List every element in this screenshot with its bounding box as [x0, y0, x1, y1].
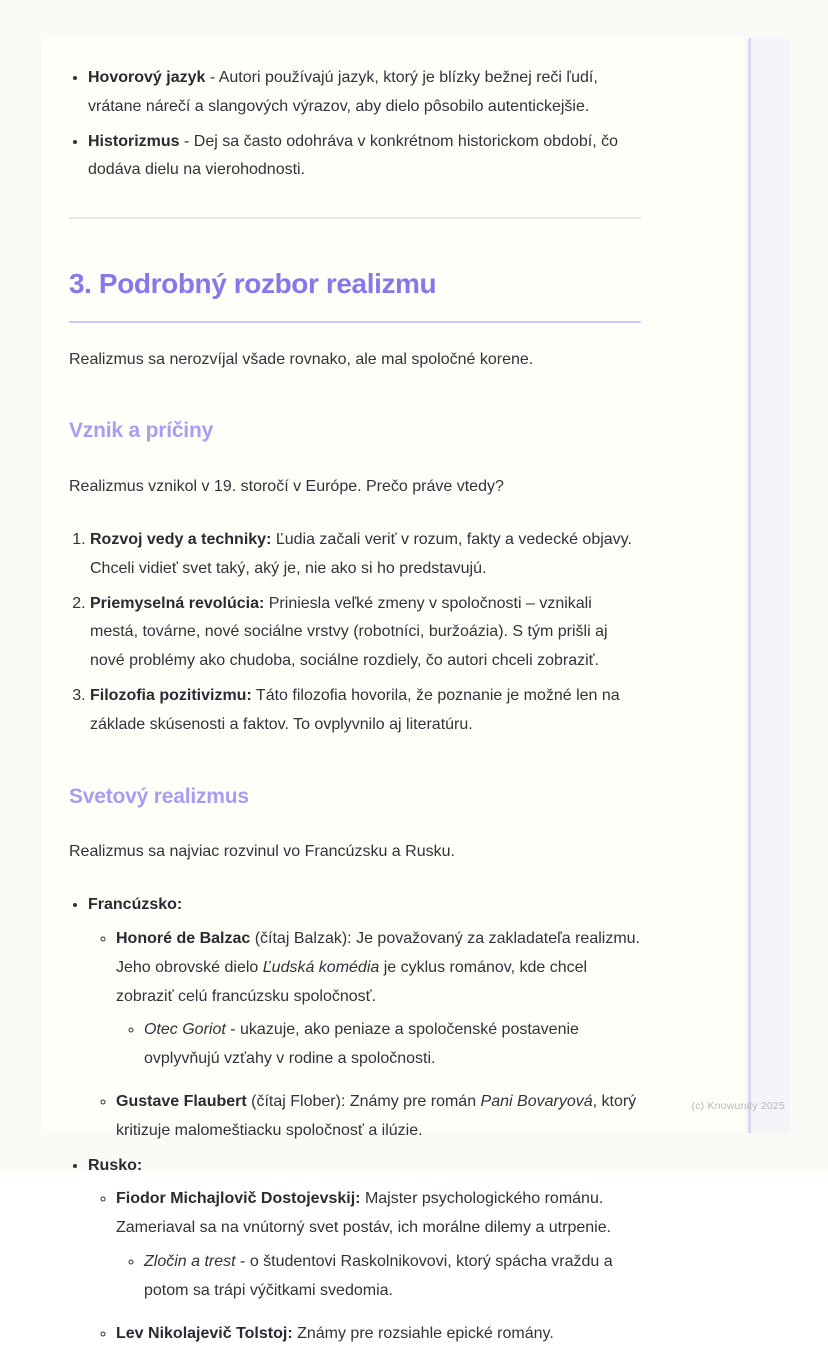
text-run: Realizmus sa najviac rozvinul vo Francúzsku a Rusku. — [69, 843, 455, 860]
list-item — [116, 1088, 641, 1146]
text-run: Gustave Flaubert — [116, 1093, 247, 1110]
text-run: - o študentovi Raskolnikovovi, ktorý spácha vraždu a potom sa trápi výčitkami svedomia. — [144, 1253, 613, 1299]
text-run: Fiodor Michajlovič Dostojevskij: — [116, 1190, 361, 1207]
watermark: (c) Knowunity 2025 — [692, 1100, 785, 1112]
list-item — [116, 1320, 641, 1348]
document-content — [69, 40, 641, 1348]
subsection-heading: Svetový realizmus — [69, 778, 641, 816]
text-run: Známy pre rozsiahle epické romány. — [293, 1325, 554, 1342]
list — [88, 1185, 641, 1348]
list — [88, 925, 641, 1146]
text-run: Priniesla veľké zmeny v spoločnosti – vznikali mestá, továrne, nové sociálne vrstvy (robotníci, buržoázia). S tým prišli aj nové problémy ako chudoba, sociálne rozdiely, čo autori chceli zobraziť. — [90, 595, 608, 670]
text-run: (čítaj Balzak): Je považovaný za zakladateľa realizmu. Jeho obrovské dielo — [116, 930, 640, 976]
list-item — [88, 1152, 641, 1348]
section-heading-block — [69, 259, 641, 322]
paragraph — [69, 346, 641, 375]
list-item — [88, 128, 641, 186]
list — [116, 1016, 641, 1074]
subsection-heading: Vznik a príčiny — [69, 412, 641, 450]
list — [116, 1248, 641, 1306]
list-item — [90, 526, 641, 584]
list — [69, 891, 641, 1348]
list-item — [144, 1016, 641, 1074]
list — [69, 64, 641, 185]
text-run: Otec Goriot — [144, 1021, 226, 1038]
text-run: Rozvoj vedy a techniky: — [90, 531, 271, 548]
text-run: - Autori používajú jazyk, ktorý je blízky bežnej reči ľudí, vrátane nárečí a slangových výrazov, aby dielo pôsobilo autentickejšie. — [88, 69, 598, 115]
list-item — [88, 891, 641, 1145]
text-run: Táto filozofia hovorila, že poznanie je možné len na základe skúsenosti a faktov. To ovplyvnilo aj literatúru. — [90, 687, 620, 733]
text-run: Historizmus — [88, 133, 180, 150]
text-run: Ľudská komédia — [263, 959, 380, 976]
divider — [69, 217, 641, 219]
list-item — [88, 64, 641, 122]
section-heading: 3. Podrobný rozbor realizmu — [69, 259, 641, 309]
text-run: - ukazuje, ako peniaze a spoločenské postavenie ovplyvňujú vzťahy v rodine a spoločnosti. — [144, 1021, 579, 1067]
list-item — [116, 925, 641, 1074]
list — [69, 526, 641, 740]
text-run: Ľudia začali veriť v rozum, fakty a vedecké objavy. Chceli vidieť svet taký, aký je, nie ako si ho predstavujú. — [90, 531, 632, 577]
text-run: Filozofia pozitivizmu: — [90, 687, 252, 704]
text-run: Lev Nikolajevič Tolstoj: — [116, 1325, 293, 1342]
list-item — [144, 1248, 641, 1306]
text-run: je cyklus románov, kde chcel zobraziť celú francúzsku spoločnosť. — [116, 959, 587, 1005]
list-item — [116, 1185, 641, 1305]
paragraph — [69, 473, 641, 502]
text-run: Rusko: — [88, 1157, 142, 1174]
paragraph — [69, 838, 641, 867]
text-run: - Dej sa často odohráva v konkrétnom historickom období, čo dodáva dielu na vierohodnosti. — [88, 133, 618, 179]
text-run: Francúzsko: — [88, 896, 182, 913]
text-run: , ktorý kritizuje malomeštiacku spoločnosť a ilúzie. — [116, 1093, 636, 1139]
document-page — [40, 35, 746, 1133]
text-run: Hovorový jazyk — [88, 69, 205, 86]
text-run: Zločin a trest — [144, 1253, 236, 1270]
text-run: Majster psychologického románu. Zameriaval sa na vnútorný svet postáv, ich morálne dilemy a utrpenie. — [116, 1190, 611, 1236]
list-item — [90, 682, 641, 740]
next-page-edge — [748, 38, 790, 1133]
text-run: Realizmus sa nerozvíjal všade rovnako, ale mal spoločné korene. — [69, 351, 533, 368]
text-run: Honoré de Balzac — [116, 930, 250, 947]
text-run: Pani Bovaryová — [481, 1093, 593, 1110]
text-run: Realizmus vznikol v 19. storočí v Európe. Prečo práve vtedy? — [69, 478, 504, 495]
list-item — [90, 590, 641, 676]
text-run: (čítaj Flober): Známy pre román — [247, 1093, 481, 1110]
heading-underline — [69, 321, 641, 323]
text-run: Priemyselná revolúcia: — [90, 595, 264, 612]
